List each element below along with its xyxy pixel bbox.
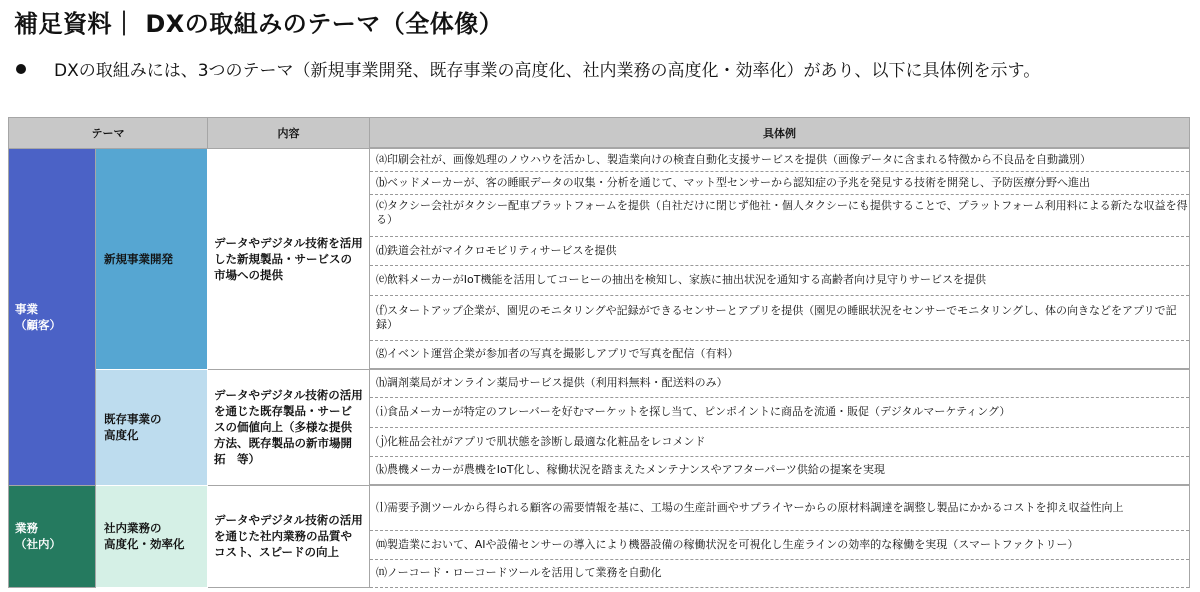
- header-content: 内容: [208, 118, 370, 149]
- summary-text: DXの取組みには、3つのテーマ（新規事業開発、既存事業の高度化、社内業務の高度化・効率化）があり、以下に具体例を示す。: [54, 61, 1041, 81]
- example-cell: ⒠飲料メーカーがIoT機能を活用してコーヒーの抽出を検知し、家族に抽出状況を通知する高齢者向け見守りサービスを提供: [370, 265, 1190, 295]
- example-cell: ⒨製造業において、AIや設備センサーの導入により機器設備の稼働状況を可視化し生産ラインの効率的な稼働を実現（スマートファクトリー）: [370, 530, 1190, 559]
- example-cell: ⒜印刷会社が、画像処理のノウハウを活かし、製造業向けの検査自動化支援サービスを提供（画像データに含まれる特徴から不良品を自動識別）: [370, 148, 1190, 171]
- example-cell: ⒥化粧品会社がアプリで肌状態を診断し最適な化粧品をレコメンド: [370, 427, 1190, 456]
- header-theme: テーマ: [9, 118, 208, 149]
- content-cell: データやデジタル技術の活用を通じた社内業務の品質やコスト、スピードの向上: [208, 485, 370, 587]
- bullet-icon: [16, 64, 26, 74]
- example-cell: ⒝ベッドメーカーが、客の睡眠データの収集・分析を通じて、マット型センサーから認知症の予兆を発見する技術を開発し、予防医療分野へ進出: [370, 171, 1190, 194]
- content-cell: データやデジタル技術を活用した新規製品・サービスの市場への提供: [208, 148, 370, 369]
- header-examples: 具体例: [370, 118, 1190, 149]
- theme-cell: 新規事業開発: [96, 148, 208, 369]
- table-header-row: [9, 118, 1190, 149]
- example-cell: ⒡スタートアップ企業が、園児のモニタリングや記録ができるセンサーとアプリを提供（園児の睡眠状況をセンサーでモニタリングし、体の向きなどをアプリで記録）: [370, 295, 1190, 340]
- example-cell: ⒤食品メーカーが特定のフレーバーを好むマーケットを探し当て、ピンポイントに商品を流通・販促（デジタルマーケティング）: [370, 397, 1190, 427]
- dx-theme-table: [8, 117, 1190, 588]
- table-row: [9, 485, 1190, 530]
- example-cell: ⒟鉄道会社がマイクロモビリティサービスを提供: [370, 236, 1190, 265]
- example-cell: ⒢イベント運営企業が参加者の写真を撮影しアプリで写真を配信（有料）: [370, 340, 1190, 369]
- example-cell: ⒞タクシー会社がタクシー配車プラットフォームを提供（自社だけに閉じず他社・個人タクシーにも提供することで、プラットフォーム利用料による新たな収益を得る）: [370, 194, 1190, 236]
- table-row: [9, 369, 1190, 397]
- example-cell: ⒦農機メーカーが農機をIoT化し、稼働状況を踏まえたメンテナンスやアフターパーツ供給の提案を実現: [370, 456, 1190, 485]
- content-cell: データやデジタル技術の活用を通じた既存製品・サービスの価値向上（多様な提供方法、既存製品の新市場開拓 等）: [208, 369, 370, 485]
- example-cell: ⒧需要予測ツールから得られる顧客の需要情報を基に、工場の生産計画やサプライヤーからの原材料調達を調整し製品にかかるコストを抑え収益性向上: [370, 485, 1190, 530]
- example-cell: ⒩ノーコード・ローコードツールを活用して業務を自動化: [370, 559, 1190, 587]
- theme-cell: 社内業務の 高度化・効率化: [96, 485, 208, 587]
- category-cell: 事業 （顧客）: [9, 148, 96, 485]
- theme-cell: 既存事業の 高度化: [96, 369, 208, 485]
- page-title: 補足資料｜ DXの取組みのテーマ（全体像）: [14, 10, 504, 38]
- summary-bullet: [16, 56, 1040, 81]
- category-cell: 業務 （社内）: [9, 485, 96, 587]
- example-cell: ⒣調剤薬局がオンライン薬局サービス提供（利用料無料・配送料のみ）: [370, 369, 1190, 397]
- table-row: [9, 148, 1190, 171]
